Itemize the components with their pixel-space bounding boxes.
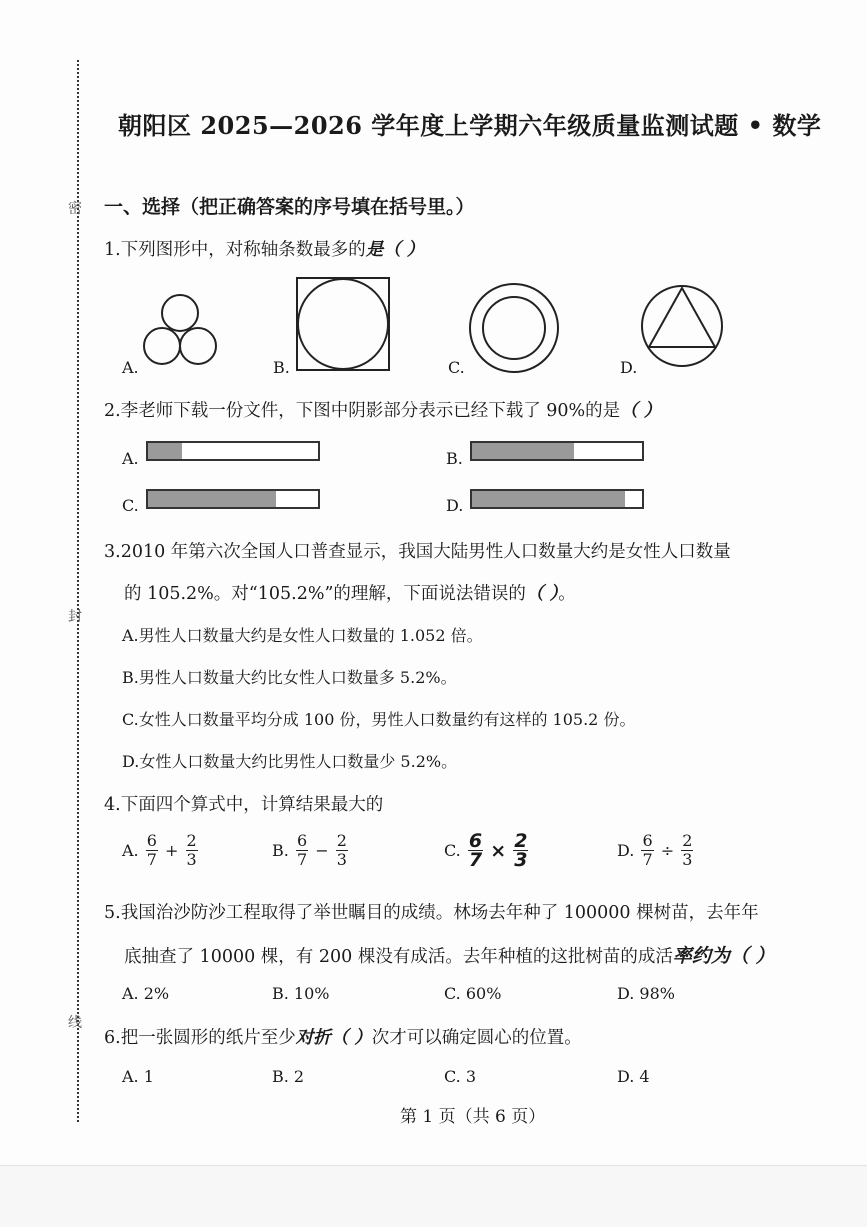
binding-dotted-line	[77, 60, 79, 1122]
fraction: $\frac{2}{3}$	[336, 831, 347, 869]
progress-bar-c	[146, 489, 320, 509]
q5-option-a: A. 2%	[122, 984, 170, 1003]
concentric-circles-figure	[466, 280, 562, 376]
triangle-in-circle-figure	[638, 282, 726, 370]
progress-bar-fill	[148, 491, 276, 507]
operator-symbol: ÷	[660, 841, 675, 860]
q6-option-b: B. 2	[272, 1067, 305, 1086]
q2-option-a-label: A.	[122, 449, 139, 468]
operator-symbol: −	[315, 841, 329, 860]
handwritten-note: 率约为（ ）	[672, 945, 775, 967]
page-bottom-margin	[0, 1165, 867, 1227]
q3-option-a: A.男性人口数量大约是女性人口数量的 1.052 倍。	[122, 626, 483, 645]
q1-option-a-label: A.	[122, 358, 139, 377]
question-3-stem-line1: 3.2010 年第六次全国人口普查显示，我国大陆男性人口数量大约是女性人口数量	[104, 542, 731, 562]
q5-option-c: C. 60%	[444, 984, 502, 1003]
fraction: $\frac{6}{7}$	[296, 831, 308, 869]
question-1-stem: 1.下列图形中，对称轴条数最多的是（ ）	[104, 240, 425, 260]
handwritten-note: （ ）	[525, 584, 559, 604]
question-3-stem-line2: 的 105.2%。对“105.2%”的理解，下面说法错误的（ ）。	[124, 584, 576, 604]
q6-option-d: D. 4	[617, 1067, 650, 1086]
margin-mark: 封	[68, 609, 82, 625]
q6-option-c: C. 3	[444, 1067, 477, 1086]
q2-option-c-label: C.	[122, 496, 139, 515]
fraction: $\frac{6}{7}$	[468, 830, 483, 871]
question-6-stem: 6.把一张圆形的纸片至少对折（ ）次才可以确定圆心的位置。	[104, 1028, 582, 1048]
fraction: $\frac{6}{7}$	[146, 831, 157, 869]
q4-option-a: A. $\frac{6}{7}$ + $\frac{2}{3}$	[122, 831, 197, 869]
fraction: $\frac{2}{3}$	[514, 830, 528, 871]
handwritten-note: 是（ ）	[365, 240, 425, 260]
progress-bar-b	[470, 441, 644, 461]
margin-mark: 线	[68, 1015, 82, 1031]
circle-in-square-figure	[294, 275, 394, 375]
q2-option-b-label: B.	[446, 449, 463, 468]
progress-bar-fill	[472, 491, 625, 507]
progress-bar-fill	[472, 443, 574, 459]
operator-symbol: ×	[490, 839, 507, 862]
handwritten-note: 对折（ ）	[295, 1028, 372, 1048]
fraction: $\frac{6}{7}$	[642, 831, 653, 869]
q3-option-d: D.女性人口数量大约比男性人口数量少 5.2%。	[122, 752, 458, 771]
progress-bar-fill	[148, 443, 182, 459]
fraction: $\frac{2}{3}$	[186, 831, 197, 869]
handwritten-note: （ ）	[620, 401, 662, 421]
progress-bar-d	[470, 489, 644, 509]
question-4-stem: 4.下面四个算式中，计算结果最大的	[104, 795, 384, 815]
q5-option-d: D. 98%	[617, 984, 675, 1003]
q1-option-d-label: D.	[620, 358, 638, 377]
operator-symbol: +	[165, 841, 179, 860]
progress-bar-a	[146, 441, 320, 461]
question-2-stem: 2.李老师下载一份文件，下图中阴影部分表示已经下载了 90%的是（ ）	[104, 401, 662, 421]
exam-title: 朝阳区 2025—2026 学年度上学期六年级质量监测试题 • 数学	[118, 111, 822, 140]
q1-option-c-label: C.	[448, 358, 465, 377]
page-footer: 第 1 页（共 6 页）	[400, 1107, 546, 1127]
section-header: 一、选择（把正确答案的序号填在括号里。）	[104, 196, 475, 218]
q5-option-b: B. 10%	[272, 984, 330, 1003]
question-5-stem-line2: 底抽查了 10000 棵，有 200 棵没有成活。去年种植的这批树苗的成活率约为（ ）	[124, 945, 775, 967]
q2-option-d-label: D.	[446, 496, 464, 515]
q6-option-a: A. 1	[122, 1067, 154, 1086]
q4-option-b: B. $\frac{6}{7}$ − $\frac{2}{3}$	[272, 831, 347, 869]
q3-option-b: B.男性人口数量大约比女性人口数量多 5.2%。	[122, 668, 457, 687]
q1-option-b-label: B.	[273, 358, 290, 377]
three-circles-figure	[140, 292, 220, 372]
question-5-stem-line1: 5.我国治沙防沙工程取得了举世瞩目的成绩。林场去年种了 100000 棵树苗，去年年	[104, 903, 759, 923]
margin-mark: 密	[68, 201, 82, 217]
q4-option-d: D. $\frac{6}{7}$ ÷ $\frac{2}{3}$	[617, 831, 693, 869]
fraction: $\frac{2}{3}$	[682, 831, 693, 869]
q3-option-c: C.女性人口数量平均分成 100 份，男性人口数量约有这样的 105.2 份。	[122, 710, 636, 729]
q4-option-c: C. $\frac{6}{7}$ × $\frac{2}{3}$	[444, 830, 528, 871]
